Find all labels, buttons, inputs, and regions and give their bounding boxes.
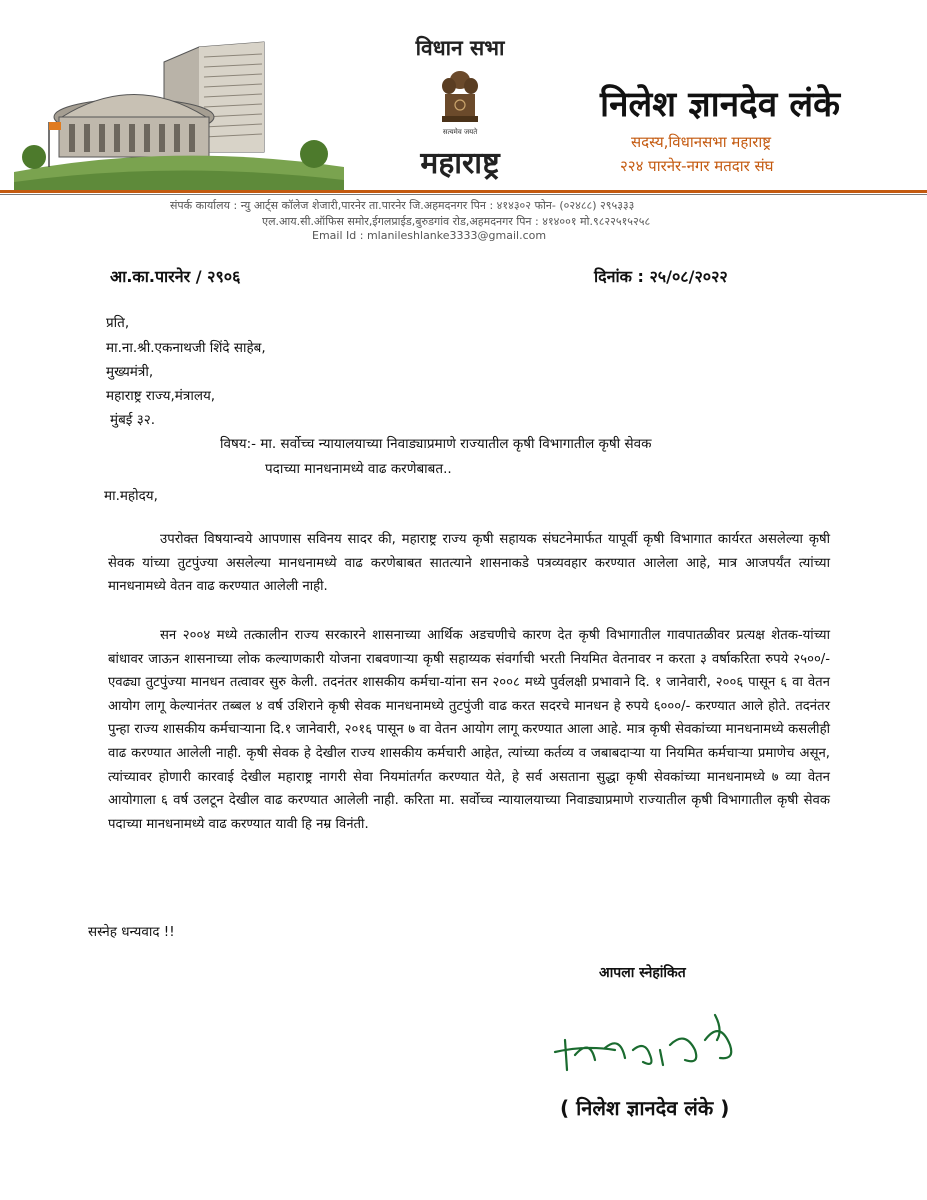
- member-name: निलेश ज्ञानदेव लंके: [600, 85, 840, 125]
- header-divider: [0, 190, 927, 193]
- letter-date: दिनांक : २५/०८/२०२२: [594, 267, 728, 286]
- address-line: मा.ना.श्री.एकनाथजी शिंदे साहेब,: [106, 340, 266, 356]
- header-divider-thin: [0, 194, 927, 195]
- address-line: महाराष्ट्र राज्य,मंत्रालय,: [106, 388, 216, 404]
- thanks-line: सस्नेह धन्यवाद !!: [88, 924, 175, 940]
- signature-name: ( निलेश ज्ञानदेव लंके ): [560, 1096, 730, 1120]
- subject-block: [220, 432, 820, 482]
- assembly-emblem-block: [380, 34, 540, 184]
- ashoka-emblem-icon: [435, 66, 485, 128]
- subject-line: विषय:- मा. सर्वोच्च न्यायालयाच्या निवाड्याप्रमाणे राज्यातील कृषी विभागातील कृषी सेवक: [220, 436, 652, 452]
- body-paragraph: [108, 528, 830, 599]
- subject-line: पदाच्या मानधनामध्ये वाढ करणेबाबत..: [265, 461, 452, 477]
- state-title: महाराष्ट्र: [420, 146, 500, 181]
- constituency: २२४ पारनेर-नगर मतदार संघ: [620, 157, 774, 175]
- body-paragraph: [108, 624, 830, 836]
- address-line: प्रति,: [106, 315, 130, 331]
- address-line: मुख्यमंत्री,: [106, 364, 154, 380]
- salutation: मा.महोदय,: [104, 488, 158, 504]
- reference-number: आ.का.पारनेर / २९०६: [110, 267, 241, 286]
- emblem-motto: सत्यमेव जयते: [442, 128, 478, 136]
- address-line: मुंबई ३२.: [110, 412, 156, 428]
- paragraph-text: सन २००४ मध्ये तत्कालीन राज्य सरकारने शासनाच्या आर्थिक अडचणीचे कारण देत कृषी विभागातील गावपातळीवर प्रत्यक्ष शेतक-यांच्या बांधावर जाऊन शासनाच्या लोक कल्याणकारी योजना राबवणाऱ्या कृषी सहाय्यक संवर्गाची भरती नियमित वेतनावर न करता ३ वर्षाकरिता रुपये २५००/- एवढ्या तुटपुंज्या मानधन तत्वावर सुरु केली. तदनंतर शासकीय कर्मचा-यांना सन २००८ मध्ये पुर्वलक्षी प्रभावाने दि. १ जानेवारी, २००६ पासून ६ वा वेतन आयोग लागू केल्यानंतर तब्बल ४ वर्ष उशिराने कृषी सेवक मानधनामध्ये तुटपुंजी वाढ करत सदरचे मानधन हे रुपये ६०००/- करण्यात आले होते. तदनंतर पुन्हा राज्य शासकीय कर्मचाऱ्याना दि.१ जानेवारी, २०१६ पासून ७ वा वेतन आयोग लागू करण्यात आला आहे. मात्र कृषी सेवकांच्या मानधनामध्ये कसलीही वाढ करण्यात आलेली नाही. कृषी सेवक हे देखील राज्य शासकीय कर्मचारी आहेत, त्यांच्या कर्तव्य व जबाबदाऱ्या या नियमित कर्मचाऱ्या प्रमाणेच असून, त्यांच्यावर होणारी कारवाई देखील महाराष्ट्र नागरी सेवा नियमांतर्गत करण्यात येते, हे सर्व असताना सुद्धा कृषी सेवकांच्या मानधनामध्ये ७ व्या वेतन आयोगाला ६ वर्ष उलटून देखील वाढ करण्यात आलेली नाही. करिता मा. सर्वोच्च न्यायालयाच्या निवाड्याप्रमाणे राज्यातील कृषी विभागातील कृषी सेवक पदाच्या मानधनामध्ये वाढ करण्यात यावी हि नम्र विनंती.: [108, 628, 830, 832]
- closing-line: आपला स्नेहांकित: [599, 965, 686, 981]
- vidhan-bhavan-building-icon: [14, 22, 344, 192]
- contact-email: Email Id : mlanileshlanke3333@gmail.com: [312, 229, 547, 242]
- paragraph-text: उपरोक्त विषयान्वये आपणास सविनय सादर की, महाराष्ट्र राज्य कृषी सहायक संघटनेमार्फत यापूर्वी कृषी विभागात कार्यरत असलेल्या कृषी सेवक यांच्या तुटपुंज्या असलेल्या मानधनामध्ये वाढ करणेबाबत सातत्याने शासनाकडे पत्रव्यवहार करण्यात आलेला आहे, मात्र आजपर्यंत त्यांच्या मानधनामध्ये वेतन वाढ करण्यात आलेली नाही.: [108, 532, 830, 595]
- handwritten-signature-icon: [545, 1010, 765, 1080]
- letterhead: [0, 0, 927, 245]
- assembly-title: विधान सभा: [415, 36, 505, 60]
- member-role: सदस्य,विधानसभा महाराष्ट्र: [631, 133, 772, 151]
- contact-office-line: संपर्क कार्यालय : न्यु आर्ट्स कॉलेज शेजारी,पारनेर ता.पारनेर जि.अहमदनगर पिन : ४१४३०२ फोन- (०२४८८) २९५३३३: [170, 199, 635, 212]
- contact-address-line: एल.आय.सी.ऑफिस समोर,ईगलप्राईड,बुरुडगांव रोड,अहमदनगर पिन : ४१४००१ मो.९८२२५१५२५८: [262, 215, 651, 228]
